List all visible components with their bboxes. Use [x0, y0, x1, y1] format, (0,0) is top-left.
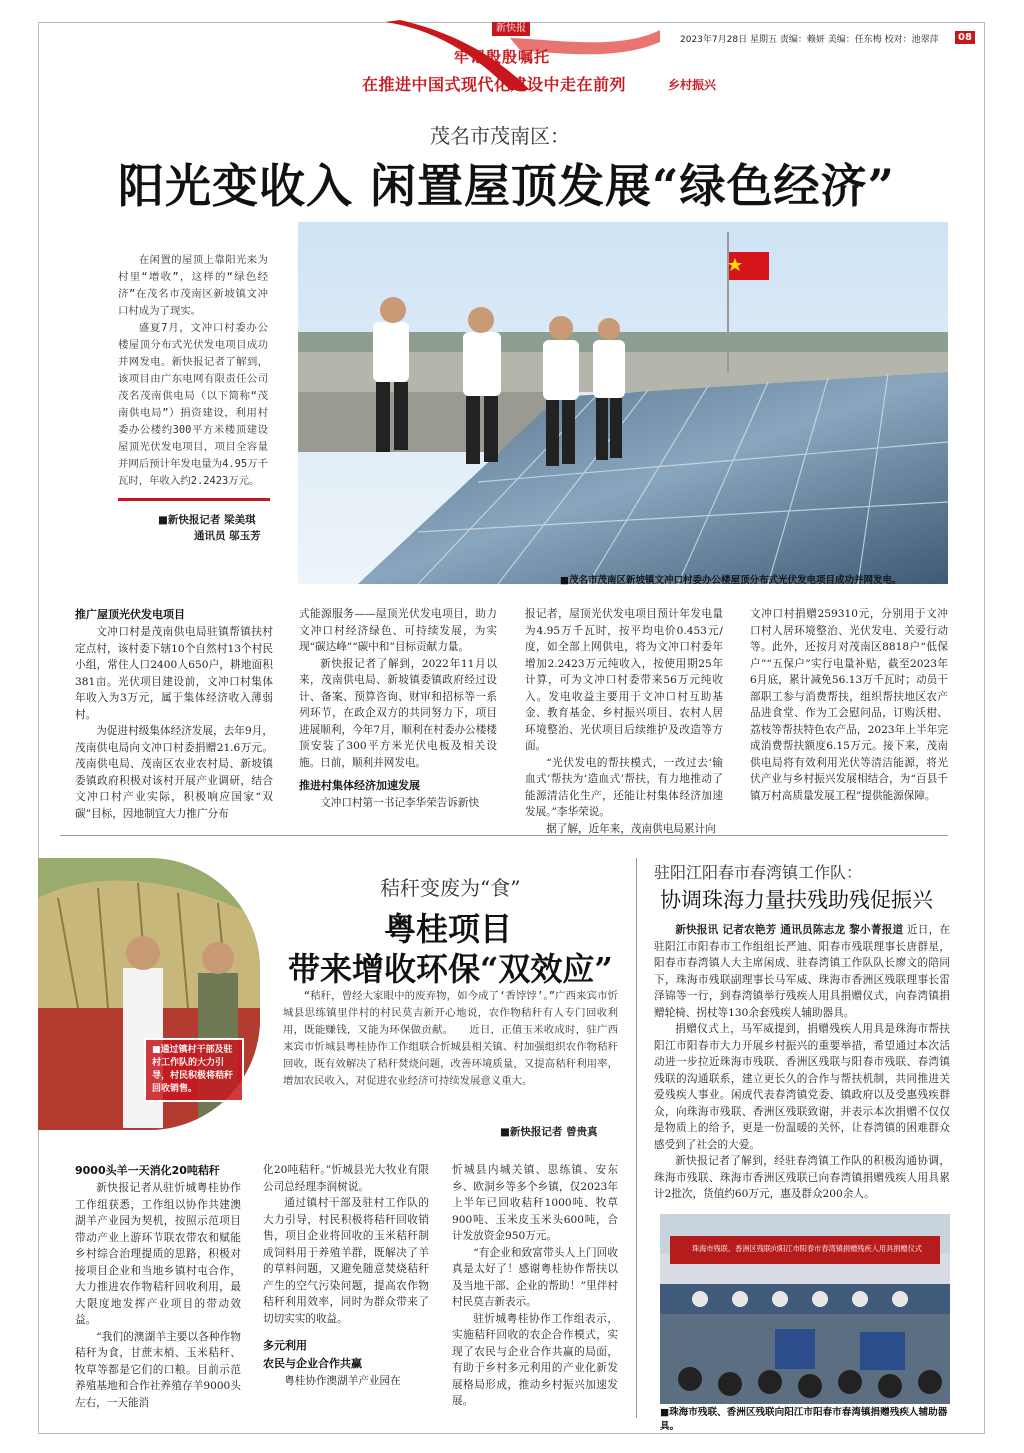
subhead-win-win: 农民与企业合作共赢 [263, 1357, 362, 1370]
paragraph: 新快报记者了解到，经驻春湾镇工作队的积极沟通协调，珠海市残联、珠海市香洲区残联已向春湾镇捐赠残疾人用具累计2批次，货值约60万元，惠及群众200余人。 [654, 1155, 950, 1200]
story2-col2 [263, 1162, 429, 1390]
paragraph: “我们的澳湖羊主要以各种作物秸秆为食，甘蔗末梢、玉米秸秆、牧草等都是它们的口粮。目前示范养殖基地和合作社养殖存羊9000头左右，一天能消 [75, 1330, 241, 1409]
story3-kicker: 驻阳江阳春市春湾镇工作队： [654, 863, 863, 882]
paragraph: 捐赠仪式上，马军威提到，捐赠残疾人用具是珠海市帮扶阳江市阳春市大力开展乡村振兴的重要举措，希望通过本次活动进一步拉近珠海市残联、香洲区残联与阳春市残联、春湾镇残联的沟通联系，建立更长久的合作与帮扶机制，共同推进关爱残疾人事业。闲成代表春湾镇党委、镇政府以及受惠残疾群众，向珠海市残联、香洲区残联致谢，并表示本次捐赠不仅仅是物质上的给予，更是一份温暖的关怀，让春湾镇的困难群众感受到了社会的大爱。 [654, 1023, 950, 1151]
masthead-slogan1: 牢记殷殷嘱托 [454, 48, 551, 66]
paragraph: 通过镇村干部及驻村工作队的大力引导，村民积极将秸秆回收销售，项目企业将回收的玉米秸秆制成饲料用于养殖羊群，既解决了羊的草料问题，又避免随意焚烧秸秆产生的空气污染问题，提高农作物秸秆利用效率，同时为群众带来了切切实实的收益。 [263, 1197, 429, 1325]
paragraph: “光伏发电的帮扶模式，一改过去‘输血式’帮扶为‘造血式’帮扶，有力地推动了能源清洁化生产，还能让村集体经济加速发展。”李华荣说。 [525, 756, 723, 818]
paragraph: 为促进村级集体经济发展，去年9月，茂南供电局向文冲口村委捐赠21.6万元。茂南供电局、茂南区农业农村局、新坡镇委镇政府积极对该村开展产业调研，结合文冲口村产业实际，积极响应国家“双碳”目标，因地制宜大力推广分布 [75, 725, 273, 820]
subhead-rooftop-pv: 推广屋顶光伏发电项目 [75, 608, 185, 621]
story2-kicker: 秸秆变废为“食” [380, 876, 521, 900]
story2-headline2: 带来增收环保“双效应” [288, 950, 613, 988]
story1-kicker: 茂名市茂南区： [430, 124, 570, 148]
story3-photo-caption: ■珠海市残联、香洲区残联向阳江市阳春市春湾镇捐赠残疾人辅助器具。 [660, 1407, 948, 1432]
story1-photo-caption: ■茂名市茂南区新坡镇文冲口村委办公楼屋顶分布式光伏发电项目成功并网发电。 [560, 575, 902, 586]
paragraph: 文冲口村是茂南供电局驻镇帮镇扶村定点村，该村委下辖10个自然村13个村民小组，常住人口2400人650户，耕地面积381亩。光伏项目建设前，文冲口村集体年收入为3万元，属于集体经济收入薄弱村。 [75, 626, 273, 721]
story3-byline: 新快报讯 记者农艳芳 通讯员陈志龙 黎小菁报道 [675, 924, 904, 936]
story1-col1 [75, 606, 273, 822]
column-divider [636, 858, 637, 1418]
subhead-multi-use: 多元利用 [263, 1339, 307, 1352]
paragraph: 粤桂协作澳湖羊产业园在 [284, 1375, 401, 1387]
paragraph: 新快报记者了解到，2022年11月以来，茂南供电局、新坡镇委镇政府经过设计、备案、预算咨询、财审和招标等一系列环节，在政企双方的共同努力下，项目进展顺利，今年7月，顺利在村委办公楼楼顶安装了300平方米光伏电板及相关设施。日前，顺利并网发电。 [299, 657, 497, 769]
masthead-slogan2: 在推进中国式现代化建设中走在前列 [362, 75, 627, 94]
weekday: 星期五 [749, 35, 777, 45]
story2-byline: ■新快报记者 曾贵真 [500, 1126, 598, 1138]
story2-headline1: 粤桂项目 [384, 910, 513, 948]
story1-lead [118, 252, 268, 490]
story1-col4 [750, 606, 948, 804]
date-line [680, 32, 939, 45]
ceremony-banner-text: 珠海市残联、香洲区残联向阳江市阳春市春湾镇捐赠残疾人用具捐赠仪式 [691, 1244, 922, 1253]
story2-col1 [75, 1162, 241, 1411]
paragraph: 式能源服务——屋顶光伏发电项目，助力文冲口村经济绿色、可持续发展，为实现“碳达峰”“碳中和”目标贡献力量。 [299, 608, 497, 653]
paragraph [654, 922, 950, 1021]
story1-col3 [525, 606, 723, 837]
paragraph: 报记者，屋顶光伏发电项目预计年发电量为4.95万千瓦时，按平均电价0.453元/度，如全部上网供电，将为文冲口村委年增加2.2423万元纯收入，按使用期25年计算，可为文冲口村委带来56万元纯收入。发电收益主要用于文冲口村互助基金、教育基金、乡村振兴项目、农村人居环境整治、光伏项目后续维护及改造等方面。 [525, 608, 723, 752]
paragraph: 文冲口村捐赠259310元，分别用于文冲口村人居环境整治、光伏发电、关爱行动等。此外，还按月对茂南区8818户“低保户”“五保户”实行电量补贴，截至2023年6月底，累计减免56.13万千瓦时；动员干部职工参与消费帮扶，组织帮扶地区农产品进食堂、作为工会慰问品，订购沃柑、荔枝等帮扶特色农产品，2023年上半年完成消费帮扶额度6.15万元。接下来，茂南供电局将有效利用光伏等清洁能源，将光伏产业与乡村振兴发展相结合，为“百县千镇万村高质量发展工程”提供能源保障。 [750, 608, 948, 802]
subhead-collective-economy: 推进村集体经济加速发展 [299, 779, 420, 792]
lead-paragraph: 盛夏7月，文冲口村委办公楼屋顶分布式光伏发电项目成功并网发电。新快报记者了解到，该项目由广东电网有限责任公司茂名茂南供电局（以下简称“茂南供电局”）捐资建设，利用村委办公楼约300平方米楼顶建设屋顶光伏发电项目，项目全容量并网后预计年发电量为4.95万千瓦时，年收入约2.2423万元。 [118, 322, 268, 487]
paragraph-text: 近日，在驻阳江市阳春市工作组组长严迪、阳春市残联理事长唐群星，阳春市春湾镇人大主席闲成、驻春湾镇工作队队长廖文的陪同下，珠海市残联副理事长马军威、珠海市香洲区残联理事长雷泽锦等一行，到春湾镇举行残疾人用具捐赠仪式，向春湾镇捐赠轮椅、拐杖等130余套残疾人辅助器具。 [654, 924, 950, 1019]
donation-ceremony-photo [660, 1214, 950, 1404]
paragraph: 文冲口村第一书记李华荣告诉新快 [320, 797, 480, 809]
lead-rule [118, 498, 270, 501]
straw-photo-caption: ■通过镇村干部及驻村工作队的大力引导，村民积极将秸秆回收销售。 [144, 1038, 244, 1102]
story3-headline: 协调珠海力量扶残助残促振兴 [660, 888, 933, 912]
solar-panel-photo [298, 222, 948, 584]
ceremony-illustration [660, 1214, 950, 1404]
date: 2023年7月28日 [680, 35, 748, 45]
editors: 责编：赖妍 美编：任东梅 校对：池翠萍 [779, 35, 939, 45]
paragraph: 新快报记者从驻忻城粤桂协作工作组获悉，工作组以协作共建澳湖羊产业园为契机，按照示范项目带动产业上游环节联农带农和赋能乡村综合治理提质的思路，积极对接项目企业和当地乡镇村屯合作，大力推进农作物秸秆回收利用，最大限度地发挥产业项目的带动效益。 [75, 1182, 241, 1326]
story1-byline1: ■新快报记者 梁美琪 [158, 514, 256, 526]
paragraph: “有企业和致富带头人上门回收真是太好了！感谢粤桂协作帮扶以及当地干部、企业的帮助！”里伴村村民莫吉新表示。 [452, 1246, 618, 1308]
masthead-section: 乡村振兴 [668, 78, 717, 92]
section-divider [60, 835, 948, 836]
story1-col2 [299, 606, 497, 812]
lead-paragraph: 在闲置的屋顶上靠阳光来为村里“增收”，这样的“绿色经济”在茂名市茂南区新坡镇文冲口村成为了现实。 [118, 254, 268, 317]
story2-col3 [452, 1162, 618, 1410]
paragraph: 驻忻城粤桂协作工作组表示，实施秸秆回收的农企合作模式，实现了农民与企业合作共赢的局面，有助于乡村多元利用的产业化新发展格局形成，推动乡村振兴加速发展。 [452, 1312, 618, 1407]
solar-scene-illustration [298, 222, 948, 584]
story3-body [654, 922, 950, 1203]
paragraph: 化20吨秸秆。”忻城县光大牧业有限公司总经理李润树说。 [263, 1164, 429, 1193]
page-number: 08 [955, 31, 975, 44]
story2-lead: “秸秆，曾经大家眼中的废弃物，如今成了‘香饽饽’。”广西来宾市忻城县思练镇里伴村的村民莫吉新开心地说，农作物秸秆有人专门回收利用，既能赚钱，又能为环保做贡献。 近日，正值玉米收成时，驻广西来宾市忻城县粤桂协作工作组联合忻城县相关镇、村加强组织农作物秸秆回收，既有效解决了秸秆焚烧问题，改善环境质量，又提高秸秆利用率，增加农民收入，对促进农业经济可持续发展意义重大。 [283, 990, 618, 1087]
story1-byline2: 通讯员 邬玉芳 [194, 530, 261, 542]
paragraph: 忻城县内城关镇、思练镇、安东乡、欧洞乡等多个乡镇，仅2023年上半年已回收秸秆1000吨、牧草900吨、玉米皮玉米头600吨，合计发放资金950万元。 [452, 1164, 618, 1242]
subhead-sheep: 9000头羊一天消化20吨秸秆 [75, 1164, 220, 1177]
paragraph: 据了解，近年来，茂南供电局累计向 [546, 822, 716, 835]
story1-headline: 阳光变收入 闲置屋顶发展“绿色经济” [118, 159, 895, 213]
masthead-tag: 新快报 [492, 22, 530, 36]
